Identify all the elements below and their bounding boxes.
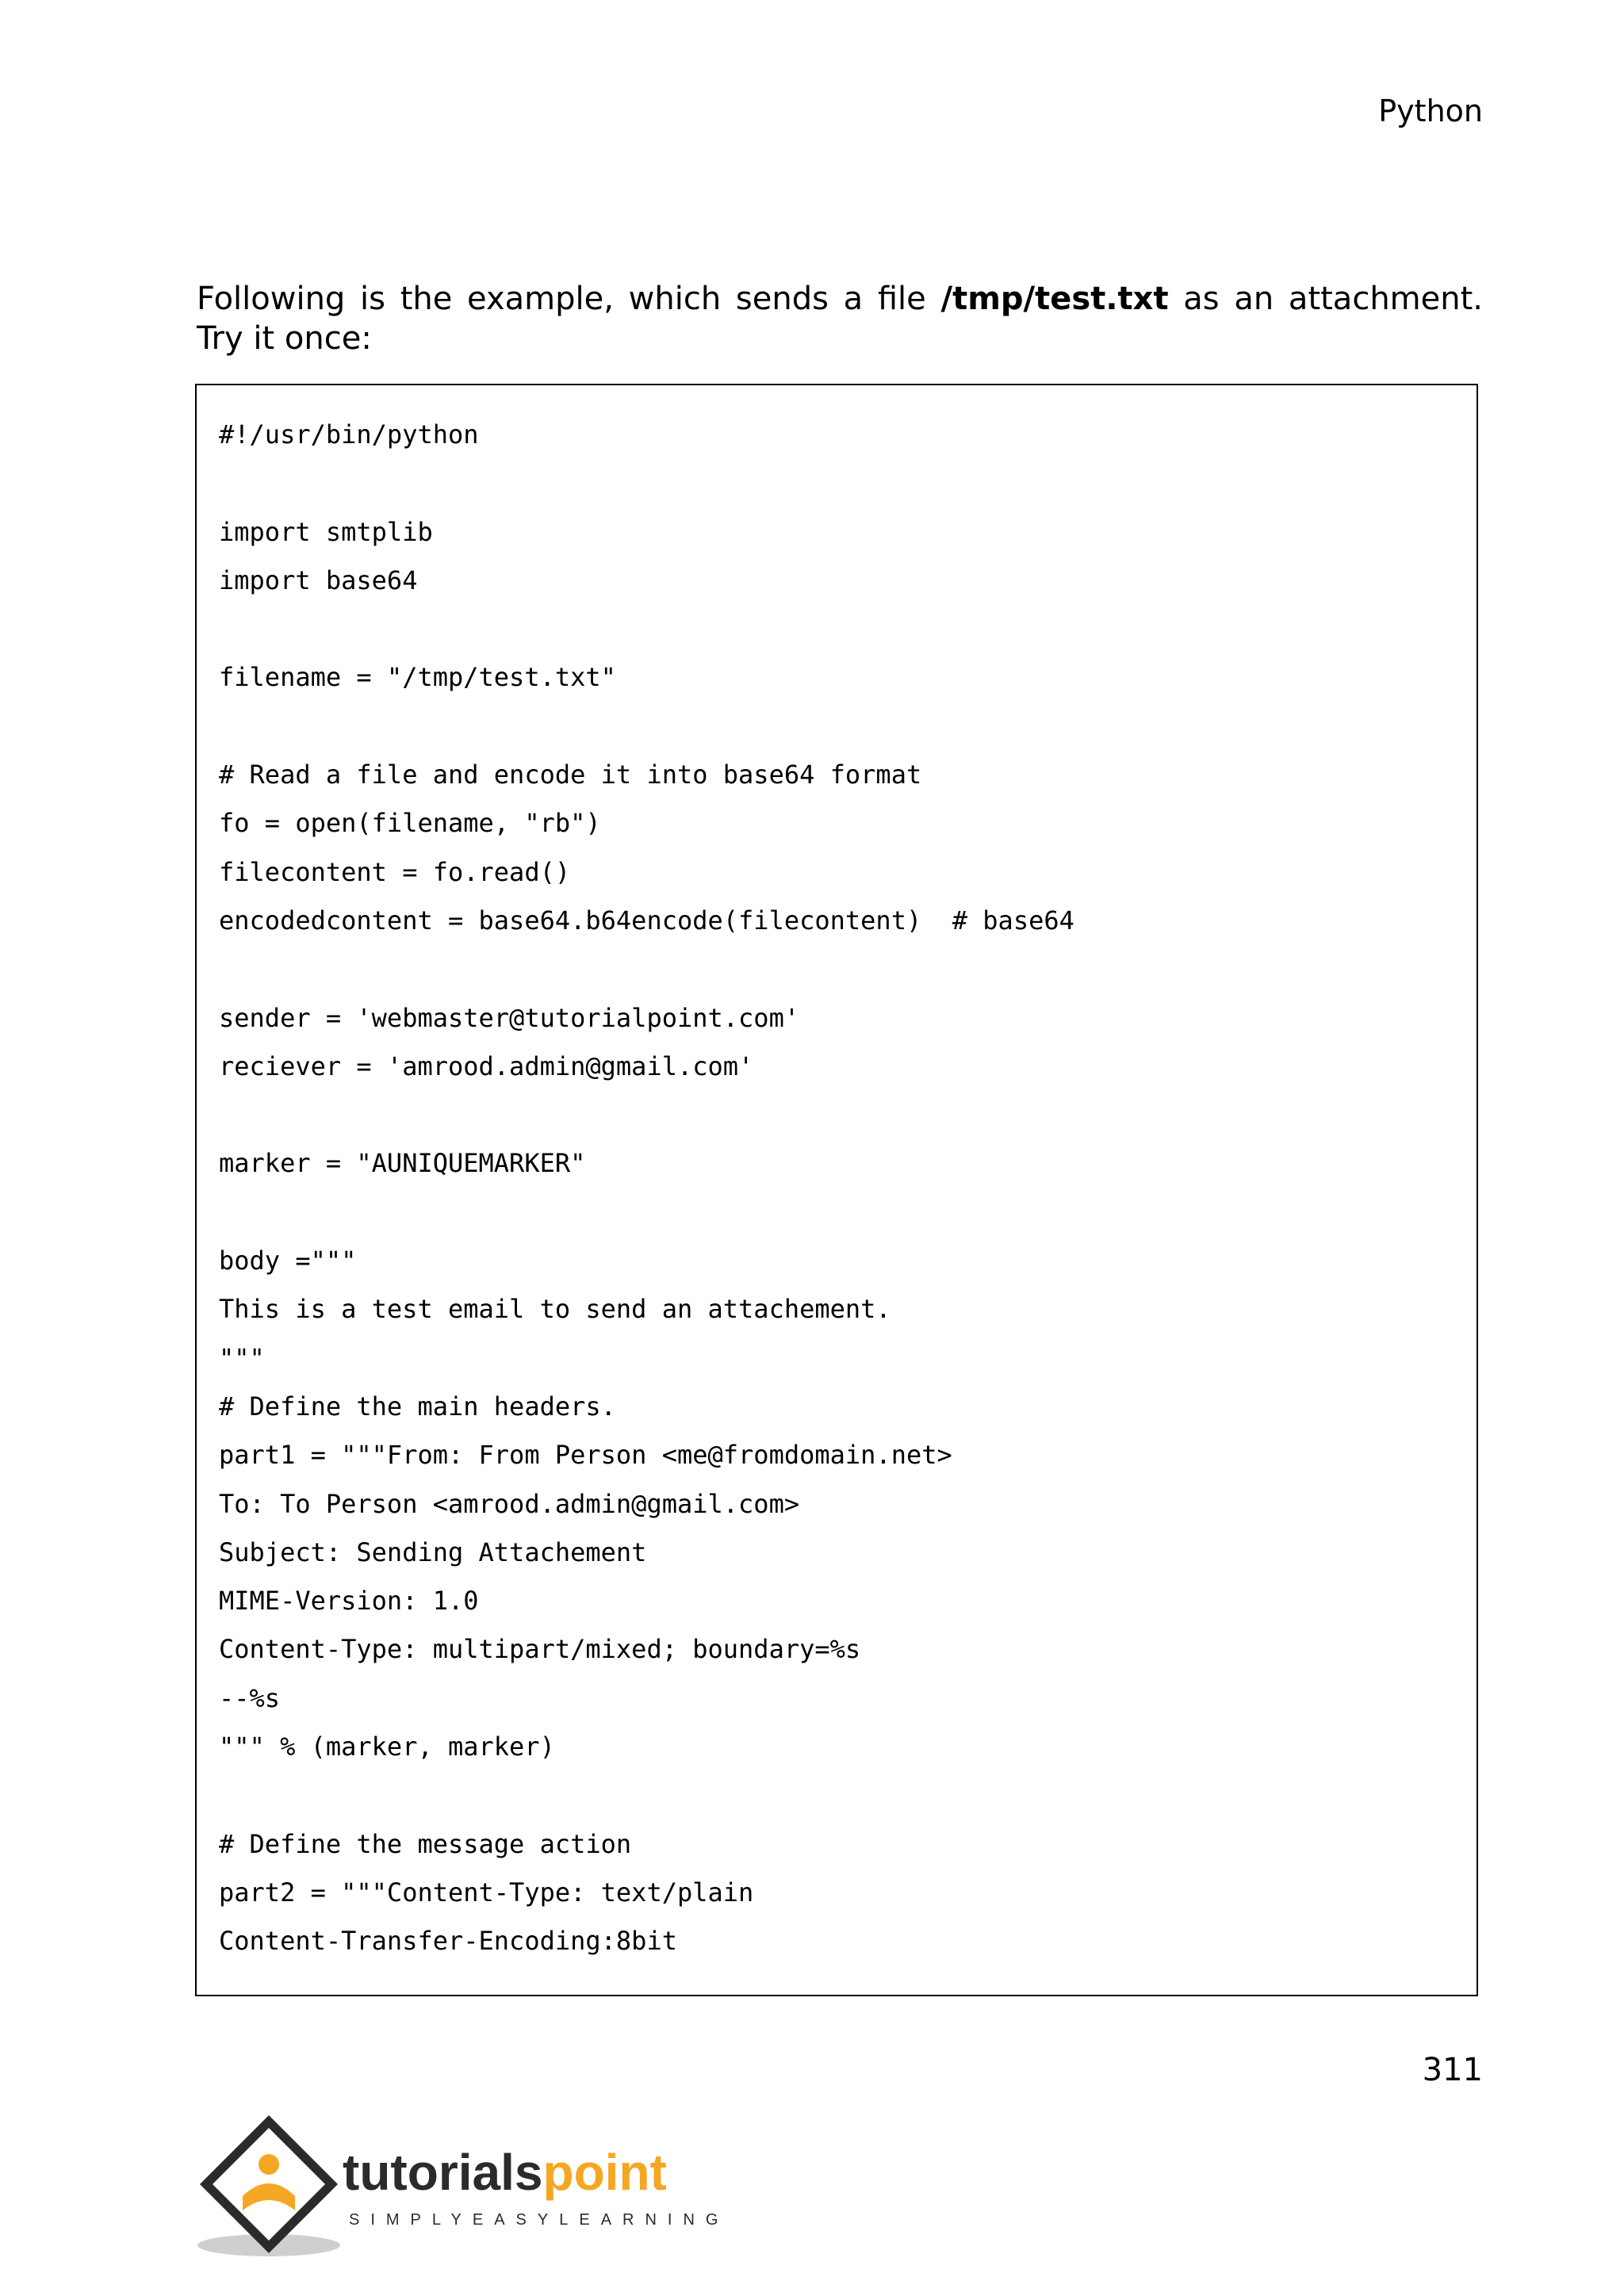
code-line: """ % (marker, marker) <box>219 1732 555 1762</box>
code-line <box>219 1091 1461 1139</box>
code-line: Content-Transfer-Encoding:8bit <box>219 1926 677 1957</box>
code-line <box>219 945 1461 993</box>
code-line: Subject: Sending Attachement <box>219 1536 647 1567</box>
intro-text-before: Following is the example, which sends a file <box>197 281 941 317</box>
code-line <box>219 605 1461 653</box>
code-line: # Define the message action <box>219 1828 632 1859</box>
code-line: import base64 <box>219 564 418 595</box>
logo-word-left: tutorials <box>343 2144 543 2201</box>
logo-tagline: SIMPLYEASYLEARNING <box>349 2211 730 2229</box>
reader-head-icon <box>259 2154 279 2175</box>
code-block <box>195 384 1478 1996</box>
code-line: import smtplib <box>219 516 433 547</box>
code-line <box>219 1771 1461 1820</box>
code-line: --%s <box>219 1682 281 1713</box>
code-line <box>219 1188 1461 1237</box>
code-line: """ <box>219 1342 265 1373</box>
code-line: fo = open(filename, "rb") <box>219 808 601 839</box>
code-line: encodedcontent = base64.b64encode(filecontent) # base64 <box>219 905 1074 936</box>
running-header: Python <box>1378 94 1483 128</box>
code-line: Content-Type: multipart/mixed; boundary=%s <box>219 1634 861 1665</box>
tutorialspoint-logo <box>193 2109 730 2260</box>
logo-wordmark <box>343 2144 667 2201</box>
code-line: #!/usr/bin/python <box>219 419 479 450</box>
page-number: 311 <box>1422 2052 1483 2088</box>
code-line: part2 = """Content-Type: text/plain <box>219 1877 754 1908</box>
code-listing <box>219 411 1461 1966</box>
code-line: reciever = 'amrood.admin@gmail.com' <box>219 1050 754 1081</box>
code-line: sender = 'webmaster@tutorialpoint.com' <box>219 1002 800 1033</box>
code-line <box>219 459 1461 507</box>
code-line: # Define the main headers. <box>219 1391 616 1422</box>
code-line: # Read a file and encode it into base64 format <box>219 760 922 790</box>
code-line <box>219 702 1461 751</box>
code-line: filecontent = fo.read() <box>219 856 571 887</box>
intro-paragraph <box>197 279 1483 358</box>
code-line: part1 = """From: From Person <me@fromdomain.net> <box>219 1440 952 1471</box>
code-line: body =""" <box>219 1246 357 1276</box>
intro-file-path: /tmp/test.txt <box>940 281 1169 317</box>
intro-text-after: as an attachment. Try it once: <box>197 281 1483 357</box>
code-line: This is a test email to send an attachement. <box>219 1294 891 1325</box>
logo-word-right: point <box>542 2144 667 2201</box>
code-line: MIME-Version: 1.0 <box>219 1586 479 1617</box>
tutorialspoint-logo-graphic <box>193 2109 730 2260</box>
code-line: filename = "/tmp/test.txt" <box>219 662 616 693</box>
code-line: marker = "AUNIQUEMARKER" <box>219 1148 586 1179</box>
code-line: To: To Person <amrood.admin@gmail.com> <box>219 1488 800 1519</box>
